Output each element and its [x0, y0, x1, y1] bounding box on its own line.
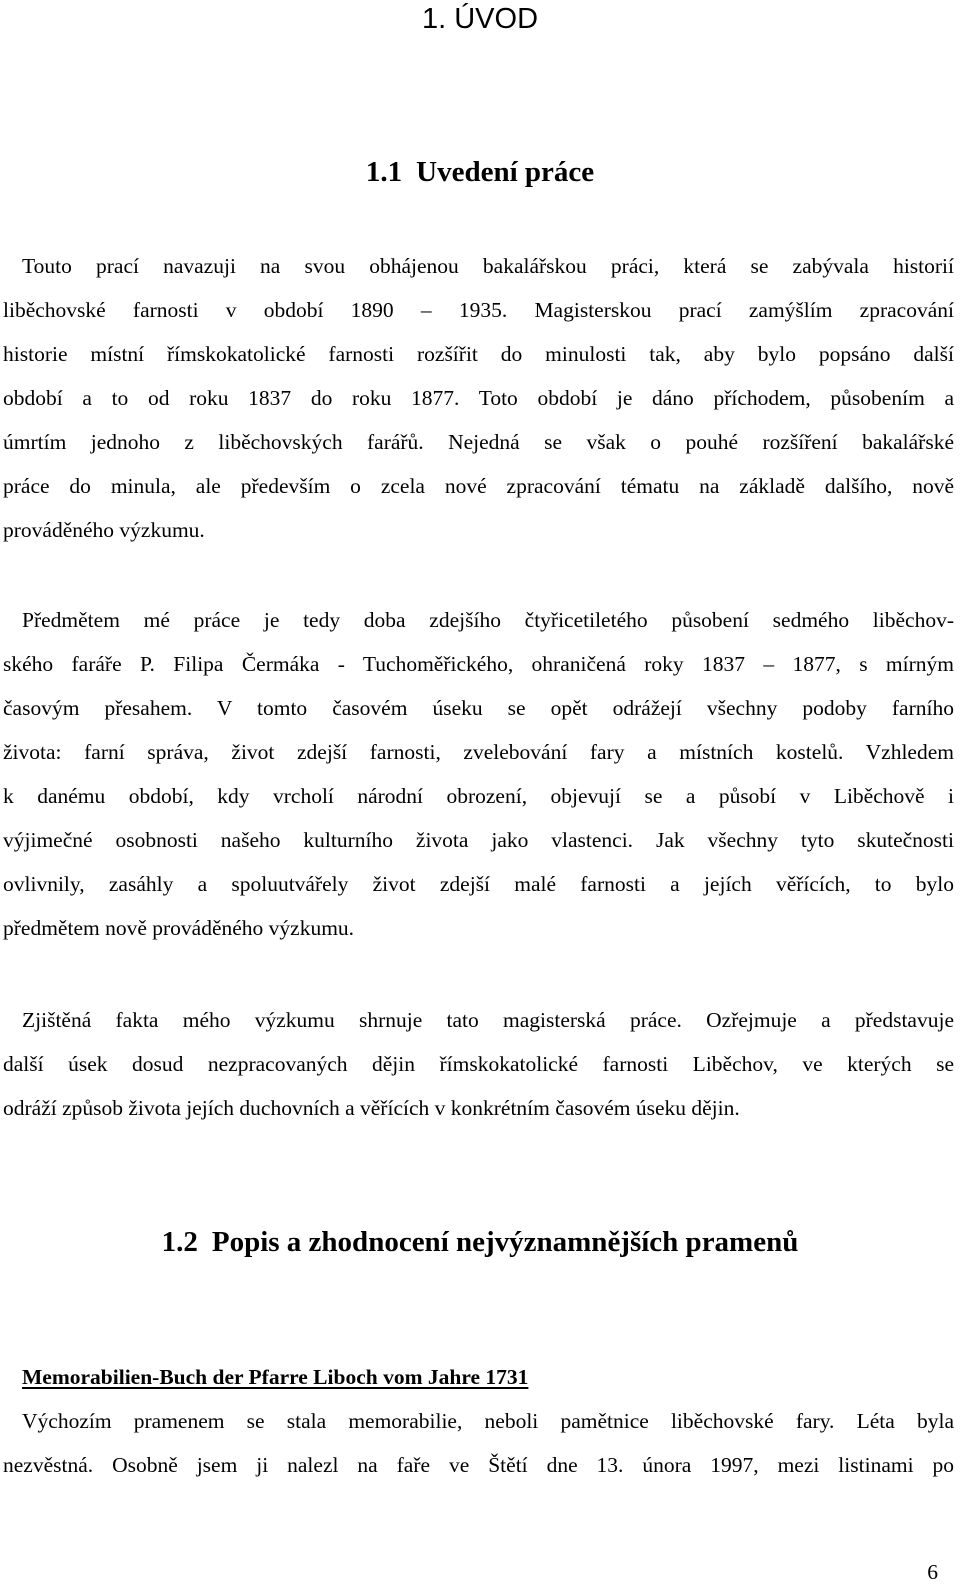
paragraph-line: k danému období, kdy vrcholí národní obrození, objevují se a působí v Liběchově i — [3, 784, 954, 808]
paragraph-line: časovým přesahem. V tomto časovém úseku se opět odrážejí všechny podoby farního — [3, 696, 954, 720]
section-title-text: Popis a zhodnocení nejvýznamnějších pramenů — [211, 1226, 799, 1258]
paragraph-line: Předmětem mé práce je tedy doba zdejšího čtyřicetiletého působení sedmého liběchov- — [22, 608, 954, 632]
paragraph-line: další úsek dosud nezpracovaných dějin římskokatolické farnosti Liběchov, ve kterých se — [3, 1052, 954, 1076]
section-number: 1.2 — [161, 1226, 198, 1258]
paragraph-line: nezvěstná. Osobně jsem ji nalezl na faře ve Štětí dne 13. února 1997, mezi listinami po — [3, 1453, 954, 1477]
paragraph-3 — [3, 998, 954, 1130]
paragraph-line: práce do minula, ale především o zcela nové zpracování tématu na základě dalšího, nově — [3, 474, 954, 498]
paragraph-line: historie místní římskokatolické farnosti rozšířit do minulosti tak, aby bylo popsáno další — [3, 342, 954, 366]
paragraph-line: života: farní správa, život zdejší farnosti, zvelebování fary a místních kostelů. Vzhledem — [3, 740, 954, 764]
section-heading-1-2 — [0, 1225, 960, 1259]
chapter-title: 1. ÚVOD — [421, 3, 539, 35]
paragraph-line: předmětem nově prováděného výzkumu. — [3, 916, 355, 940]
paragraph-line: výjimečné osobnosti našeho kulturního života jako vlastenci. Jak všechny tyto skutečnosti — [3, 828, 954, 852]
paragraph-line: prováděného výzkumu. — [3, 518, 205, 542]
paragraph-line: odráží způsob života jejích duchovních a věřících v konkrétním časovém úseku dějin. — [3, 1096, 740, 1120]
source-paragraph — [3, 1399, 954, 1487]
paragraph-line: Výchozím pramenem se stala memorabilie, neboli pamětnice liběchovské fary. Léta byla — [22, 1409, 954, 1433]
paragraph-line: období a to od roku 1837 do roku 1877. Toto období je dáno příchodem, působením a — [3, 386, 954, 410]
source-heading: Memorabilien-Buch der Pfarre Liboch vom Jahre 1731 — [22, 1365, 529, 1389]
paragraph-line: ovlivnily, zasáhly a spoluutvářely život zdejší malé farnosti a jejích věřících, to bylo — [3, 872, 954, 896]
paragraph-line: liběchovské farnosti v období 1890 – 1935. Magisterskou prací zamýšlím zpracování — [3, 298, 954, 322]
paragraph-2 — [3, 598, 954, 950]
section-number: 1.1 — [365, 156, 403, 188]
paragraph-1 — [3, 244, 954, 552]
paragraph-line: Touto prací navazuji na svou obhájenou bakalářskou práci, která se zabývala historií — [22, 254, 954, 278]
paragraph-line: ského faráře P. Filipa Čermáka - Tuchoměřického, ohraničená roky 1837 – 1877, s mírným — [3, 652, 954, 676]
paragraph-line: Zjištěná fakta mého výzkumu shrnuje tato magisterská práce. Ozřejmuje a představuje — [22, 1008, 954, 1032]
section-heading-1-1 — [0, 155, 960, 189]
page-number: 6 — [927, 1560, 938, 1584]
paragraph-line: úmrtím jednoho z liběchovských farářů. Nejedná se však o pouhé rozšíření bakalářské — [3, 430, 954, 454]
section-title-text: Uvedení práce — [416, 156, 595, 188]
